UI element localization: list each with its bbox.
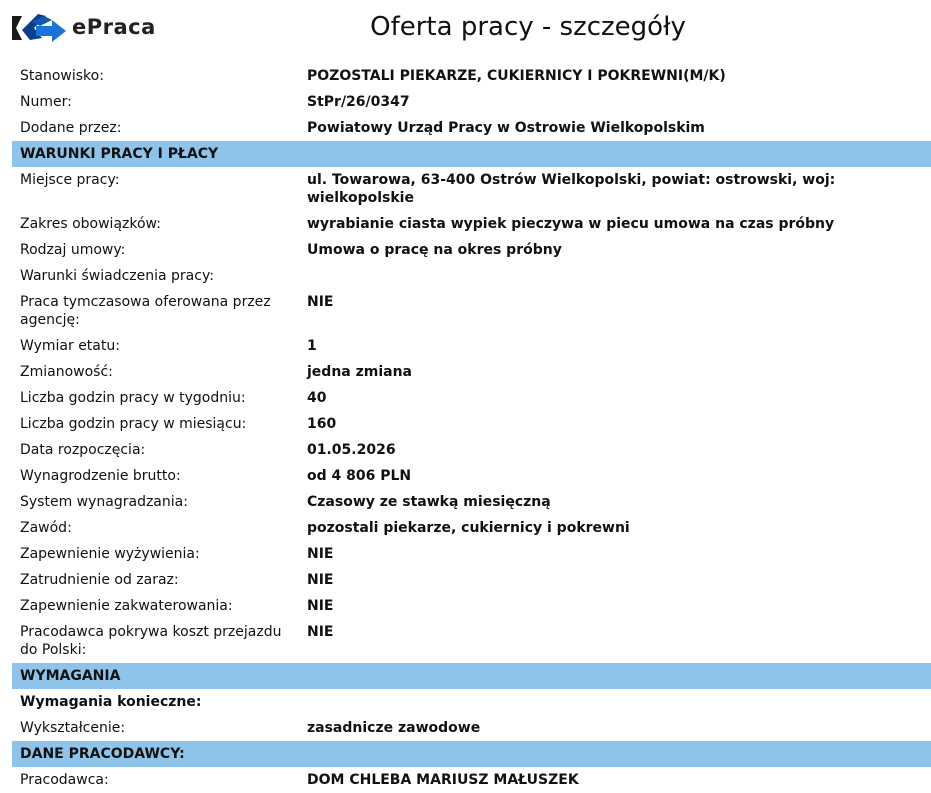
detail-row	[12, 211, 931, 237]
field-label: Pracodawca:	[20, 772, 109, 788]
field-label: Liczba godzin pracy w tygodniu:	[20, 390, 246, 406]
field-label: System wynagradzania:	[20, 494, 188, 510]
field-value: pozostali piekarze, cukiernicy i pokrewni	[307, 520, 630, 536]
detail-row	[12, 63, 931, 89]
epraca-logo-icon	[12, 12, 66, 42]
field-value: NIE	[307, 598, 334, 614]
field-label: Wykształcenie:	[20, 720, 126, 736]
field-value: zasadnicze zawodowe	[307, 720, 481, 736]
field-value: POZOSTALI PIEKARZE, CUKIERNICY I POKREWNI(M/K)	[307, 68, 726, 84]
detail-row	[12, 767, 931, 793]
detail-row	[12, 167, 931, 211]
field-label: Data rozpoczęcia:	[20, 442, 146, 458]
section-header	[12, 741, 931, 767]
field-label: Zakres obowiązków:	[20, 216, 161, 232]
detail-row	[12, 593, 931, 619]
field-label: Zapewnienie zakwaterowania:	[20, 598, 233, 614]
detail-row	[12, 489, 931, 515]
field-label: Wymiar etatu:	[20, 338, 120, 354]
section-header	[12, 141, 931, 167]
detail-row	[12, 541, 931, 567]
field-label: Zatrudnienie od zaraz:	[20, 572, 179, 588]
detail-row	[12, 289, 931, 333]
field-value: jedna zmiana	[307, 364, 412, 380]
subsection-header	[12, 689, 931, 715]
detail-row	[12, 385, 931, 411]
field-value: wyrabianie ciasta wypiek pieczywa w piecu umowa na czas próbny	[307, 216, 835, 232]
field-label: Zawód:	[20, 520, 72, 536]
subsection-title: Wymagania konieczne:	[20, 694, 202, 710]
field-value: DOM CHLEBA MARIUSZ MAŁUSZEK	[307, 772, 579, 788]
field-value: Umowa o pracę na okres próbny	[307, 242, 562, 258]
detail-row	[12, 619, 931, 663]
offer-details-table	[12, 63, 931, 793]
detail-row	[12, 411, 931, 437]
field-value: NIE	[307, 624, 334, 640]
logo-text: ePraca	[72, 15, 156, 39]
field-label: Wynagrodzenie brutto:	[20, 468, 181, 484]
field-label: Zapewnienie wyżywienia:	[20, 546, 200, 562]
field-label: Zmianowość:	[20, 364, 113, 380]
field-value: Powiatowy Urząd Pracy w Ostrowie Wielkopolskim	[307, 120, 705, 136]
field-value: Czasowy ze stawką miesięczną	[307, 494, 551, 510]
header	[0, 0, 931, 63]
epraca-logo	[12, 12, 156, 42]
detail-row	[12, 437, 931, 463]
section-header	[12, 663, 931, 689]
field-label: Pracodawca pokrywa koszt przejazdu do Polski:	[20, 624, 282, 658]
field-label: Miejsce pracy:	[20, 172, 120, 188]
section-title: DANE PRACODAWCY:	[12, 741, 931, 767]
field-label: Liczba godzin pracy w miesiącu:	[20, 416, 247, 432]
detail-row	[12, 89, 931, 115]
field-value	[299, 263, 931, 289]
detail-row	[12, 237, 931, 263]
field-value: NIE	[307, 546, 334, 562]
field-value: StPr/26/0347	[307, 94, 410, 110]
field-label: Praca tymczasowa oferowana przez agencję:	[20, 294, 271, 328]
field-label: Dodane przez:	[20, 120, 122, 136]
detail-row	[12, 567, 931, 593]
field-value: 160	[307, 416, 337, 432]
page-title: Oferta pracy - szczegóły	[370, 12, 686, 42]
detail-row	[12, 463, 931, 489]
field-label: Numer:	[20, 94, 72, 110]
field-value: 1	[307, 338, 317, 354]
field-value: 01.05.2026	[307, 442, 396, 458]
detail-row	[12, 333, 931, 359]
detail-row	[12, 115, 931, 141]
field-value: ul. Towarowa, 63-400 Ostrów Wielkopolski, powiat: ostrowski, woj: wielkopolskie	[307, 172, 836, 206]
detail-row	[12, 263, 931, 289]
detail-row	[12, 715, 931, 741]
field-label: Rodzaj umowy:	[20, 242, 126, 258]
field-label: Stanowisko:	[20, 68, 104, 84]
field-value: 40	[307, 390, 327, 406]
section-title: WARUNKI PRACY I PŁACY	[12, 141, 931, 167]
field-value: NIE	[307, 294, 334, 310]
section-title: WYMAGANIA	[12, 663, 931, 689]
field-value: od 4 806 PLN	[307, 468, 412, 484]
field-value: NIE	[307, 572, 334, 588]
detail-row	[12, 515, 931, 541]
detail-row	[12, 359, 931, 385]
field-label: Warunki świadczenia pracy:	[20, 268, 214, 284]
